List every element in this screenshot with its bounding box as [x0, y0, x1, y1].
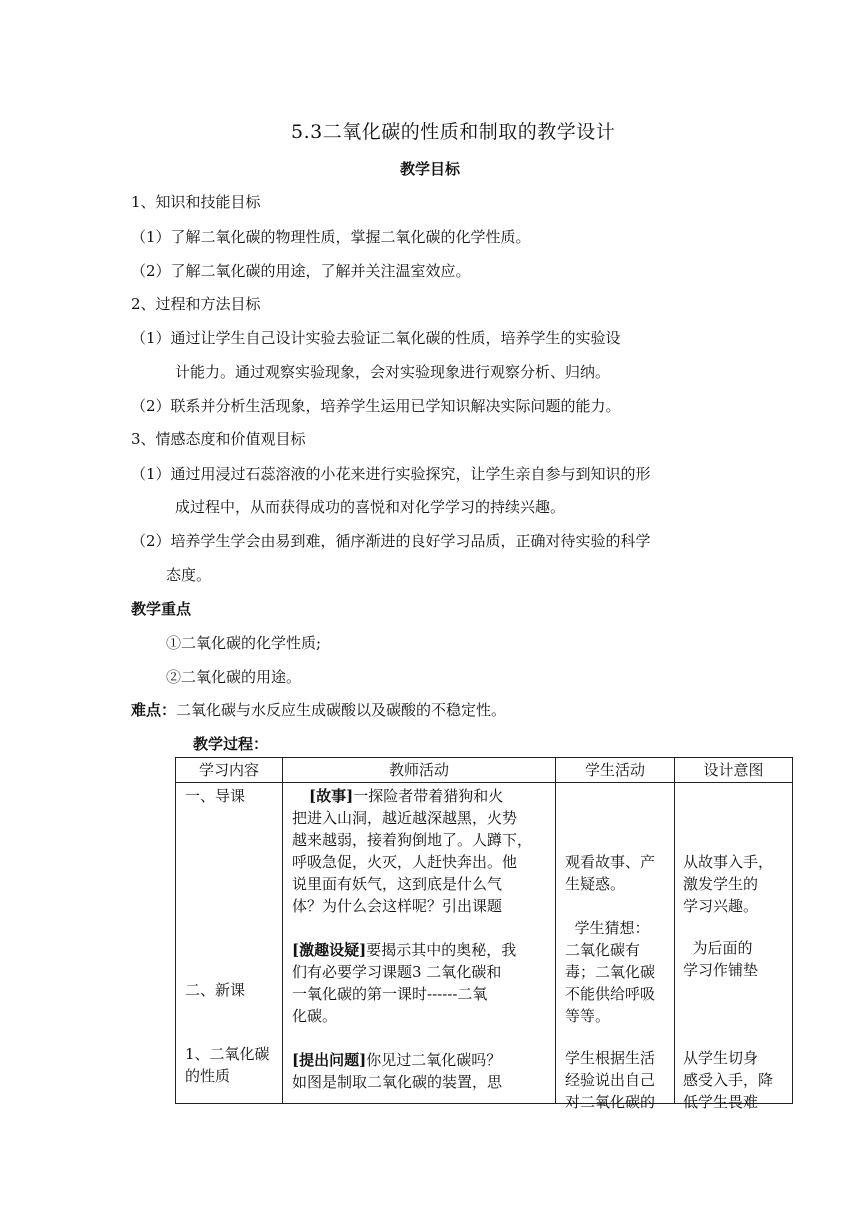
student-line: 不能供给呼吸	[565, 985, 656, 1003]
teacher-line: 们有必要学习课题3 二氧化碳和	[292, 963, 502, 981]
process-table-heading: 教学过程：	[193, 735, 269, 753]
teacher-line: 越来越弱，接着狗倒地了。人蹲下，	[292, 831, 533, 849]
process-item-line: （2）联系并分析生活现象，培养学生运用已学知识解决实际问题的能力。	[131, 397, 621, 415]
intent-line: 学习兴趣。	[683, 897, 759, 915]
knowledge-heading: 1、知识和技能目标	[131, 193, 261, 211]
emotion-item-line: 态度。	[166, 566, 212, 584]
table-row	[176, 783, 793, 1104]
intent-line: 激发学生的	[683, 875, 759, 893]
difficulty-line	[131, 699, 506, 720]
student-line: 学生猜想：	[565, 919, 650, 937]
process-heading: 2、过程和方法目标	[131, 295, 261, 313]
teacher-line: 呼吸急促，火灭，人赶快奔出。他	[292, 853, 518, 871]
student-line: 观看故事、产	[565, 853, 656, 871]
student-line: 学生根据生活	[565, 1049, 656, 1067]
student-line: 对二氧化碳的	[565, 1093, 656, 1111]
emotion-item-line: （1）通过用浸过石蕊溶液的小花来进行实验探究，让学生亲自参与到知识的形	[131, 465, 651, 483]
intent-line: 为后面的	[683, 939, 753, 957]
intent-cell	[675, 783, 793, 1111]
process-item-line: 计能力。通过观察实验现象，会对实验现象进行观察分析、归纳。	[175, 363, 611, 381]
intent-line: 低学生畏难	[683, 1093, 759, 1111]
process-item-line: （1）通过让学生自己设计实验去验证二氧化碳的性质，培养学生的实验设	[131, 329, 621, 347]
teacher-line: 要揭示其中的奥秘，我	[366, 941, 517, 959]
student-line: 毒；二氧化碳	[565, 963, 656, 981]
table-header-row	[176, 758, 793, 783]
knowledge-item: （2）了解二氧化碳的用途，了解并关注温室效应。	[131, 262, 471, 280]
emotion-item-line: 成过程中，从而获得成功的喜悦和对化学学习的持续兴趣。	[175, 498, 566, 516]
teacher-line: 你见过二氧化碳吗？	[366, 1051, 502, 1069]
student-cell	[556, 783, 675, 1111]
teacher-line: 把进入山洞，越近越深越黑，火势	[292, 809, 518, 827]
key-point-item: ①二氧化碳的化学性质;	[166, 634, 322, 652]
emotion-heading: 3、情感态度和价值观目标	[131, 430, 306, 448]
student-line: 生疑惑。	[565, 875, 626, 893]
header-teacher: 教师活动	[283, 758, 556, 783]
teacher-line: 说里面有妖气，这到底是什么气	[292, 875, 503, 893]
difficulty-text: 二氧化碳与水反应生成碳酸以及碳酸的不稳定性。	[176, 701, 507, 719]
intent-line: 从故事入手，	[683, 853, 774, 871]
interest-tag: [激趣设疑]	[292, 941, 367, 959]
teacher-line: 如图是制取二氧化碳的装置，思	[292, 1073, 503, 1091]
intent-line: 学习作铺垫	[683, 961, 759, 979]
document-title: 5.3二氧化碳的性质和制取的教学设计	[291, 121, 616, 143]
student-line: 二氧化碳有	[565, 941, 641, 959]
header-content: 学习内容	[176, 758, 283, 783]
question-tag: [提出问题]	[292, 1051, 367, 1069]
teacher-line: 一探险者带着猎狗和火	[353, 787, 504, 805]
objectives-heading: 教学目标	[400, 160, 461, 178]
teacher-line: 化碳。	[292, 1007, 338, 1025]
teacher-cell	[283, 783, 556, 1104]
student-line: 经验说出自己	[565, 1071, 656, 1089]
knowledge-item: （1）了解二氧化碳的物理性质，掌握二氧化碳的化学性质。	[131, 228, 531, 246]
content-line: 二、新课	[185, 981, 246, 999]
key-points-heading: 教学重点	[131, 600, 192, 618]
teaching-process-table	[175, 757, 793, 1111]
emotion-item-line: （2）培养学生学会由易到难，循序渐进的良好学习品质，正确对待实验的科学	[131, 532, 651, 550]
content-line: 的性质	[185, 1067, 231, 1085]
header-intent: 设计意图	[675, 758, 793, 783]
teacher-line: 体？为什么会这样呢？引出课题	[292, 897, 503, 915]
key-point-item: ②二氧化碳的用途。	[166, 668, 302, 686]
difficulty-label: 难点：	[131, 701, 177, 719]
intent-line: 从学生切身	[683, 1049, 759, 1067]
story-tag: [故事]	[309, 787, 354, 805]
intent-line: 感受入手，降	[683, 1071, 774, 1089]
content-line: 一、导课	[185, 787, 246, 805]
header-student: 学生活动	[556, 758, 675, 783]
student-line: 等等。	[565, 1007, 611, 1025]
content-cell	[176, 783, 283, 1104]
content-line: 1、二氧化碳	[185, 1045, 270, 1063]
teacher-line: 一氧化碳的第一课时------二氧	[292, 985, 488, 1003]
